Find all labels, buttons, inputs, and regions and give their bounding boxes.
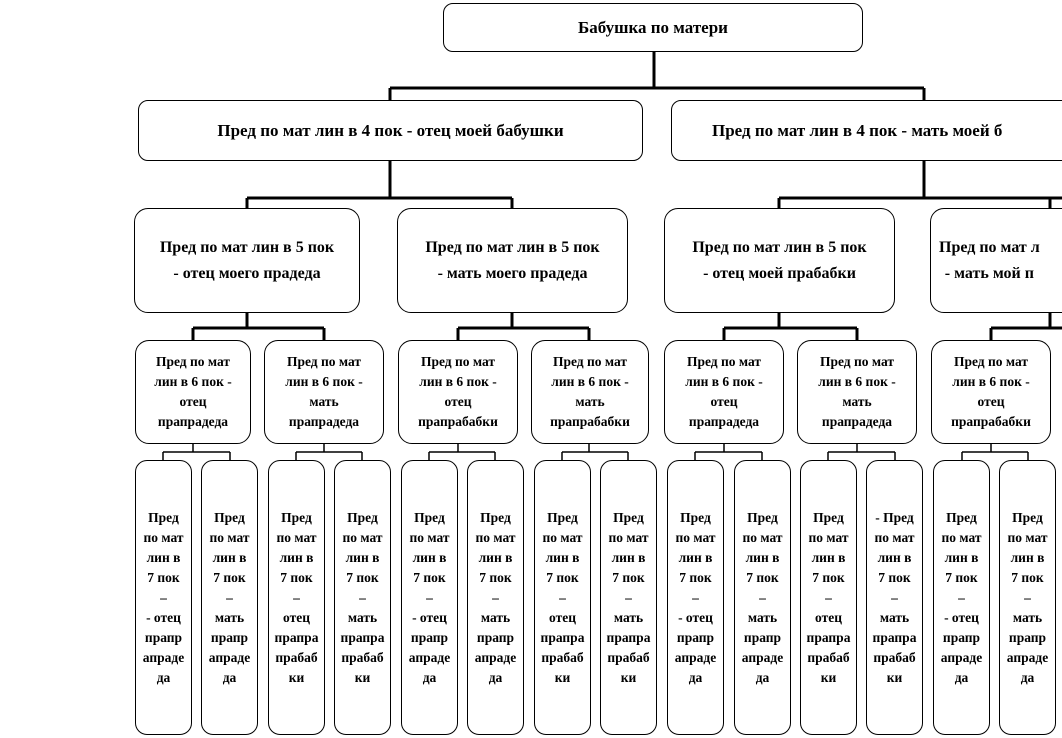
level2-node-label: Пред по мат л - мать мой п bbox=[939, 238, 1040, 282]
level3-node-label: Пред по мат лин в 6 пок - отец прапрадеда bbox=[154, 354, 232, 429]
level2-node bbox=[664, 208, 895, 313]
level4-node bbox=[734, 460, 791, 735]
level4-node-label: Пред по мат лин в 7 пок – мать прапра прабаб ки bbox=[606, 509, 651, 685]
level2-node bbox=[397, 208, 628, 313]
level4-node bbox=[534, 460, 591, 735]
level4-node bbox=[467, 460, 524, 735]
level3-node bbox=[264, 340, 384, 444]
level4-node-label: Пред по мат лин в 7 пок – мать прапр апраде да bbox=[741, 509, 784, 685]
level3-node-label: Пред по мат лин в 6 пок - мать прапрадеда bbox=[818, 354, 896, 429]
level4-node bbox=[334, 460, 391, 735]
level4-node-label: Пред по мат лин в 7 пок – отец прапра прабаб ки bbox=[806, 509, 851, 685]
level3-node bbox=[664, 340, 784, 444]
level4-node-label: Пред по мат лин в 7 пок – мать прапр апраде да bbox=[1006, 509, 1049, 685]
level4-node bbox=[800, 460, 857, 735]
level1-node bbox=[671, 100, 1062, 161]
level2-node-label: Пред по мат лин в 5 пок - мать моего прадеда bbox=[425, 238, 600, 282]
level4-node bbox=[401, 460, 458, 735]
level2-node bbox=[134, 208, 360, 313]
root-node-label: Бабушка по матери bbox=[578, 17, 728, 37]
level3-node bbox=[931, 340, 1051, 444]
level4-node bbox=[667, 460, 724, 735]
level4-node-label: Пред по мат лин в 7 пок – отец прапра прабаб ки bbox=[274, 509, 319, 685]
level3-node bbox=[531, 340, 649, 444]
root-node bbox=[443, 3, 863, 52]
level4-node bbox=[999, 460, 1056, 735]
level1-node bbox=[138, 100, 643, 161]
level4-node-label: Пред по мат лин в 7 пок – мать прапр апраде да bbox=[474, 509, 517, 685]
level3-node-label: Пред по мат лин в 6 пок - мать прапрадеда bbox=[285, 354, 363, 429]
level3-node-label: Пред по мат лин в 6 пок - отец прапрабабки bbox=[418, 354, 498, 429]
level4-node-label: Пред по мат лин в 7 пок – мать прапр апраде да bbox=[208, 509, 251, 685]
level4-node-label: Пред по мат лин в 7 пок – - отец прапр апраде да bbox=[408, 509, 451, 685]
level4-node-label: Пред по мат лин в 7 пок – - отец прапр апраде да bbox=[940, 509, 983, 685]
level4-node bbox=[600, 460, 657, 735]
level3-node bbox=[797, 340, 917, 444]
level1-node-label: Пред по мат лин в 4 пок - мать моей б bbox=[712, 120, 1003, 140]
level4-node-label: Пред по мат лин в 7 пок – - отец прапр апраде да bbox=[674, 509, 717, 685]
level4-node-label: Пред по мат лин в 7 пок – - отец прапр апраде да bbox=[142, 509, 185, 685]
level4-node-label: - Пред по мат лин в 7 пок – мать прапра прабаб ки bbox=[872, 509, 917, 685]
level3-node bbox=[398, 340, 518, 444]
level2-node-label: Пред по мат лин в 5 пок - отец моей прабабки bbox=[692, 238, 867, 282]
level3-node-label: Пред по мат лин в 6 пок - отец прапрадеда bbox=[685, 354, 763, 429]
level4-node-label: Пред по мат лин в 7 пок – отец прапра прабаб ки bbox=[540, 509, 585, 685]
level4-node bbox=[135, 460, 192, 735]
level3-node-label: Пред по мат лин в 6 пок - мать прапрабабки bbox=[550, 354, 630, 429]
level4-node bbox=[933, 460, 990, 735]
level3-node-label: Пред по мат лин в 6 пок - отец прапрабабки bbox=[951, 354, 1031, 429]
level4-node bbox=[201, 460, 258, 735]
level1-node-label: Пред по мат лин в 4 пок - отец моей бабушки bbox=[217, 120, 564, 140]
level2-node bbox=[930, 208, 1062, 313]
level3-node bbox=[135, 340, 251, 444]
level2-node-label: Пред по мат лин в 5 пок - отец моего прадеда bbox=[159, 238, 335, 282]
level4-node bbox=[268, 460, 325, 735]
level4-node-label: Пред по мат лин в 7 пок – мать прапра прабаб ки bbox=[340, 509, 385, 685]
level4-node bbox=[866, 460, 923, 735]
